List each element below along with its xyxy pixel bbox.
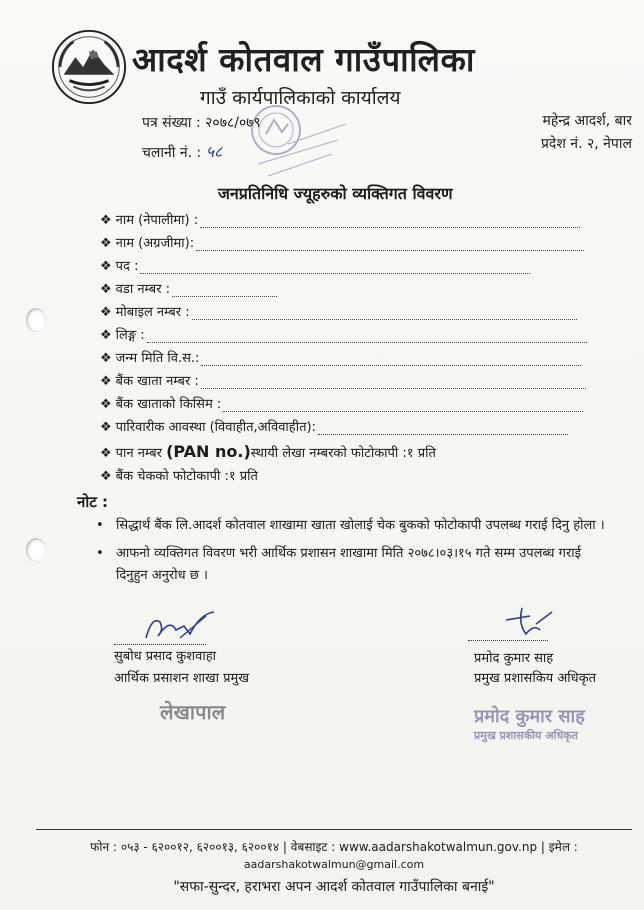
form-field [100,389,600,412]
form-field [100,412,600,435]
notes-heading: नोट : [77,493,108,511]
office-seal-icon [228,104,356,184]
address-line-1: महेन्द्र आदर्श, बार [542,113,632,129]
pan-prefix: पान नम्बर [115,446,162,461]
field-label: बैंक खाताको किसिम : [115,397,222,412]
field-label: बैंक खाता नम्बर : [115,374,199,389]
right-signature-line [468,630,548,645]
fill-in-line[interactable] [147,330,587,343]
field-label: नाम (अग्रजीमा): [115,236,195,251]
form-field [100,251,600,274]
field-label: वडा नम्बर : [115,282,171,297]
municipality-title: आदर्श कोतवाल गाउँपालिका [132,40,475,79]
diamond-bullet-icon: ❖ [100,469,112,484]
form-field [100,320,600,343]
fill-in-line[interactable] [318,422,568,435]
diamond-bullet-icon: ❖ [100,397,112,412]
diamond-bullet-icon: ❖ [100,446,112,461]
fill-in-line[interactable] [200,215,580,228]
diamond-bullet-icon: ❖ [100,236,112,251]
footer-slogan: "सफा-सुन्दर, हराभरा अपन आदर्श कोतवाल गाउँपालिका बनाई" [173,879,495,895]
form-field [100,205,600,228]
dispatch-number [142,140,222,162]
field-label: पद : [115,259,139,274]
fill-in-line[interactable] [201,353,581,366]
field-label: मोबाइल नम्बर : [115,305,190,320]
diamond-bullet-icon: ❖ [100,328,112,343]
footer-email[interactable]: aadarshakotwalmun@gmail.com [243,858,425,871]
field-label: लिङ्ग : [115,328,145,343]
field-label: पारिवारीक आवस्था (विवाहीत,अविवाहीत): [115,420,316,435]
diamond-bullet-icon: ❖ [100,259,112,274]
diamond-bullet-icon: ❖ [100,351,112,366]
form-field [100,274,600,297]
field-label: जन्म मिति वि.स.: [115,351,200,366]
punch-hole [26,538,46,562]
pan-abbrev: (PAN no.) [166,442,251,461]
diamond-bullet-icon: ❖ [100,420,112,435]
form-field-cheque [100,461,600,484]
letter-number: पत्र संख्या : २०७८/०७९ [142,115,261,131]
left-signatory-name: सुबोध प्रसाद कुशवाहा [114,649,216,664]
footer-contact: फोन : ०५३ - ६२००१२, ६२००१३, ६२००१४ | वेबसाइट : www.aadarshakotwalmun.gov.np | इमेल : [90,840,578,854]
punch-hole [26,308,46,332]
form-field [100,228,600,251]
fill-in-line[interactable] [172,284,277,297]
pan-suffix: स्थायी लेखा नम्बरको फोटोकापी :१ प्रति [250,446,436,461]
fill-in-line[interactable] [196,238,584,251]
diamond-bullet-icon: ❖ [100,305,112,320]
officer-stamp-name: प्रमोद कुमार साह [474,706,585,727]
form-field [100,343,600,366]
form-field [100,297,600,320]
right-signatory-title: प्रमुख प्रशासकिय अधिकृत [474,671,597,686]
notes-list [96,515,608,593]
officer-stamp-title: प्रमुख प्रशासकीय अधिकृत [474,729,578,742]
fill-in-line[interactable] [140,261,530,274]
cheque-label: बैंक चेकको फोटोकापी :१ प्रति [115,469,258,484]
bullet-icon: • [96,546,104,561]
diamond-bullet-icon: ❖ [100,213,112,228]
field-label: नाम (नेपालीमा) : [115,213,199,228]
fill-in-line[interactable] [223,399,583,412]
form-field-pan [100,435,600,461]
diamond-bullet-icon: ❖ [100,282,112,297]
note-text: सिद्धार्थ बैंक लि.आदर्श कोतवाल शाखामा खाता खोलाई चेक बुकको फोटोकापी उपलब्ध गराई दिनु होला । [116,518,605,533]
nepal-emblem-icon [50,28,128,106]
personal-details-form [100,205,600,484]
note-item [96,515,608,537]
accountant-stamp: लेखापाल [160,700,226,724]
dispatch-number-value: ५८ [205,142,223,161]
note-item [96,543,608,587]
bullet-icon: • [96,518,104,533]
right-signatory-name: प्रमोद कुमार साह [474,651,554,666]
form-field [100,366,600,389]
form-title: जनप्रतिनिधि ज्यूहरुको व्यक्तिगत विवरण [218,184,453,203]
fill-in-line[interactable] [201,376,586,389]
fill-in-line[interactable] [192,307,577,320]
diamond-bullet-icon: ❖ [100,374,112,389]
left-signatory-title: आर्थिक प्रसाशन शाखा प्रमुख [114,671,249,686]
note-text: आफनो व्यक्तिगत विवरण भरी आर्थिक प्रशासन शाखामा मिति २०७८।०३।१५ गते सम्म उपलब्ध गराई दिनुहुन अनुरोध छ । [116,546,582,583]
dispatch-number-label: चलानी नं. : [142,145,202,161]
footer-divider [36,829,632,830]
office-subtitle: गाउँ कार्यपालिकाको कार्यालय [200,87,401,109]
address-line-2: प्रदेश नं. २, नेपाल [540,136,632,152]
